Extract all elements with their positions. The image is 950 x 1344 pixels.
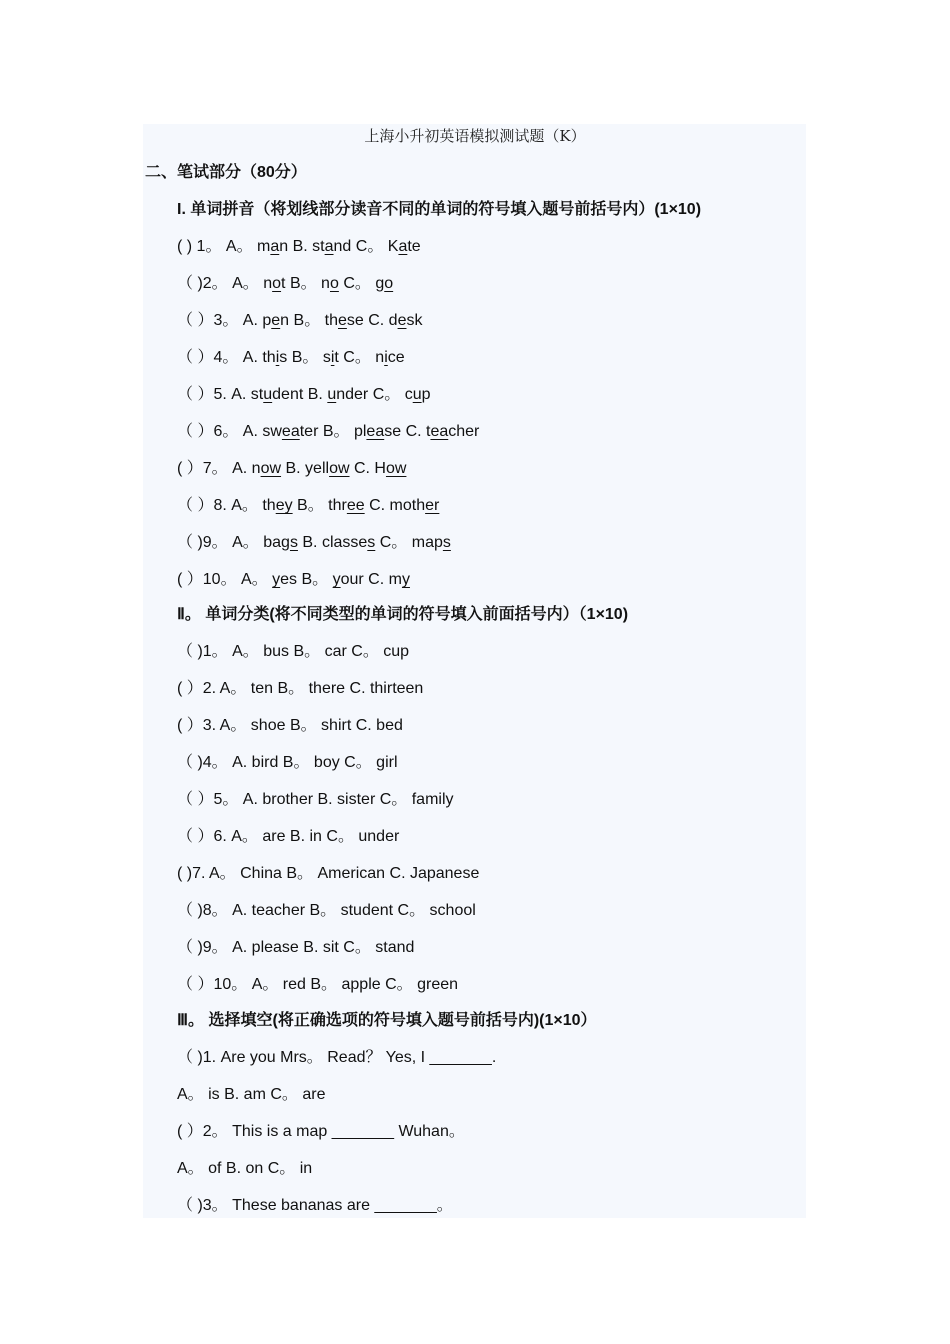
- item-text: （ ）6。 A. sw: [177, 423, 282, 440]
- part2-item: （ )4。 A. bird B。 boy C。 girl: [177, 754, 398, 771]
- item-text: ( ）7。 A. n: [177, 460, 261, 477]
- item-text: dent B.: [272, 386, 328, 403]
- item-text: C。 g: [338, 275, 385, 292]
- item-text: n B. st: [279, 238, 325, 255]
- item-text: （ )9。 A。 bag: [177, 534, 290, 551]
- item-text: se C. t: [384, 423, 431, 440]
- item-text: our C. m: [340, 571, 402, 588]
- underlined-sound: ea: [430, 423, 449, 440]
- part2-item: ( ）3. A。 shoe B。 shirt C. bed: [177, 717, 403, 734]
- part1-item: [177, 236, 421, 258]
- item-text: （ ）8. A。 th: [177, 497, 276, 514]
- part3-line: A。 of B. on C。 in: [177, 1160, 313, 1177]
- part2-heading-text: 单词分类(将不同类型的单词的符号填入前面括号内）（1×10): [200, 606, 629, 623]
- underlined-sound: ey: [275, 497, 293, 514]
- item-text: es B。: [280, 571, 333, 588]
- part2-item: ( ）2. A。 ten B。 there C. thirteen: [177, 680, 424, 697]
- section-heading: 二、笔试部分（80分）: [145, 164, 307, 181]
- item-text: cher: [448, 423, 480, 440]
- underlined-sound: y: [332, 571, 341, 588]
- item-text: B. classe: [297, 534, 368, 551]
- underlined-sound: u: [327, 386, 337, 403]
- underlined-sound: y: [401, 571, 410, 588]
- item-text: ter B。 pl: [299, 423, 367, 440]
- underlined-sound: s: [367, 534, 376, 551]
- item-text: （ ）3。 A. p: [177, 312, 272, 329]
- part2-item: （ )9。 A. please B. sit C。 stand: [177, 939, 415, 956]
- page-title: 上海小升初英语模拟测试题（K）: [364, 127, 586, 145]
- part2-number: Ⅱ。: [177, 606, 201, 623]
- part3-line: （ )3。 These bananas are _______。: [177, 1197, 453, 1214]
- underlined-sound: ea: [366, 423, 385, 440]
- underlined-sound: s: [442, 534, 451, 551]
- part1-item: [177, 384, 431, 406]
- underlined-sound: ow: [260, 460, 282, 477]
- part3-line: （ )1. Are you Mrs。 Read？ Yes, I _______.: [177, 1049, 497, 1066]
- underlined-sound: er: [425, 497, 440, 514]
- part1-item: [177, 458, 406, 480]
- part3-line: ( ）2。 This is a map _______ Wuhan。: [177, 1123, 465, 1140]
- underlined-sound: e: [337, 312, 347, 329]
- item-text: nd C。 K: [333, 238, 399, 255]
- item-text: ( ）10。 A。: [177, 571, 273, 588]
- underlined-sound: y: [272, 571, 281, 588]
- item-text: sk: [406, 312, 423, 329]
- part1-item: [177, 532, 451, 554]
- underlined-sound: ow: [329, 460, 350, 477]
- part1-item: [177, 310, 422, 332]
- item-text: （ ）4。 A. th: [177, 349, 276, 366]
- item-text: ( ) 1。 A。 m: [177, 238, 271, 255]
- item-text: se C. d: [346, 312, 398, 329]
- item-text: t B。 n: [281, 275, 330, 292]
- underlined-sound: ee: [346, 497, 365, 514]
- item-text: te: [407, 238, 421, 255]
- underlined-sound: u: [263, 386, 273, 403]
- part1-item: [177, 421, 479, 443]
- underlined-sound: e: [397, 312, 407, 329]
- underlined-sound: s: [289, 534, 298, 551]
- part2-item: （ )8。 A. teacher B。 student C。 school: [177, 902, 476, 919]
- part2-item: （ ）6. A。 are B. in C。 under: [177, 828, 400, 845]
- underlined-sound: u: [412, 386, 422, 403]
- item-text: n B。 th: [280, 312, 338, 329]
- part3-heading: [177, 1010, 597, 1032]
- part2-item: ( )7. A。 China B。 American C. Japanese: [177, 865, 480, 882]
- underlined-sound: o: [329, 275, 339, 292]
- part3-heading-text: 选择填空(将正确选项的符号填入题号前括号内)(1×10）: [204, 1012, 597, 1029]
- underlined-sound: a: [270, 238, 280, 255]
- part1-item: [177, 495, 439, 517]
- part2-item: （ )1。 A。 bus B。 car C。 cup: [177, 643, 410, 660]
- part2-item: （ ）5。 A. brother B. sister C。 family: [177, 791, 454, 808]
- item-text: C. moth: [364, 497, 426, 514]
- part1-item: [177, 569, 410, 591]
- item-text: C。 map: [375, 534, 443, 551]
- part3-number: Ⅲ。: [177, 1012, 205, 1029]
- part1-item: [177, 273, 393, 295]
- underlined-sound: i: [330, 349, 335, 366]
- item-text: s B。 s: [279, 349, 331, 366]
- part1-heading: I. 单词拼音（将划线部分读音不同的单词的符号填入题号前括号内）(1×10): [177, 201, 702, 218]
- item-text: B. yell: [281, 460, 330, 477]
- underlined-sound: i: [275, 349, 280, 366]
- underlined-sound: e: [271, 312, 281, 329]
- part1-item: [177, 347, 405, 369]
- underlined-sound: ow: [385, 460, 407, 477]
- item-text: t C。 n: [334, 349, 385, 366]
- underlined-sound: a: [398, 238, 408, 255]
- item-text: C. H: [349, 460, 386, 477]
- item-text: （ ）5. A. st: [177, 386, 264, 403]
- underlined-sound: o: [384, 275, 394, 292]
- part2-item: （ ）10。 A。 red B。 apple C。 green: [177, 976, 459, 993]
- underlined-sound: i: [384, 349, 388, 366]
- item-text: （ )2。 A。 n: [177, 275, 273, 292]
- underlined-sound: o: [272, 275, 282, 292]
- part3-line: A。 is B. am C。 are: [177, 1086, 326, 1103]
- part2-heading: [177, 604, 628, 626]
- item-text: B。 thr: [292, 497, 347, 514]
- item-text: p: [421, 386, 431, 403]
- underlined-sound: ea: [281, 423, 300, 440]
- underlined-sound: a: [324, 238, 334, 255]
- item-text: nder C。 c: [336, 386, 413, 403]
- item-text: ce: [387, 349, 405, 366]
